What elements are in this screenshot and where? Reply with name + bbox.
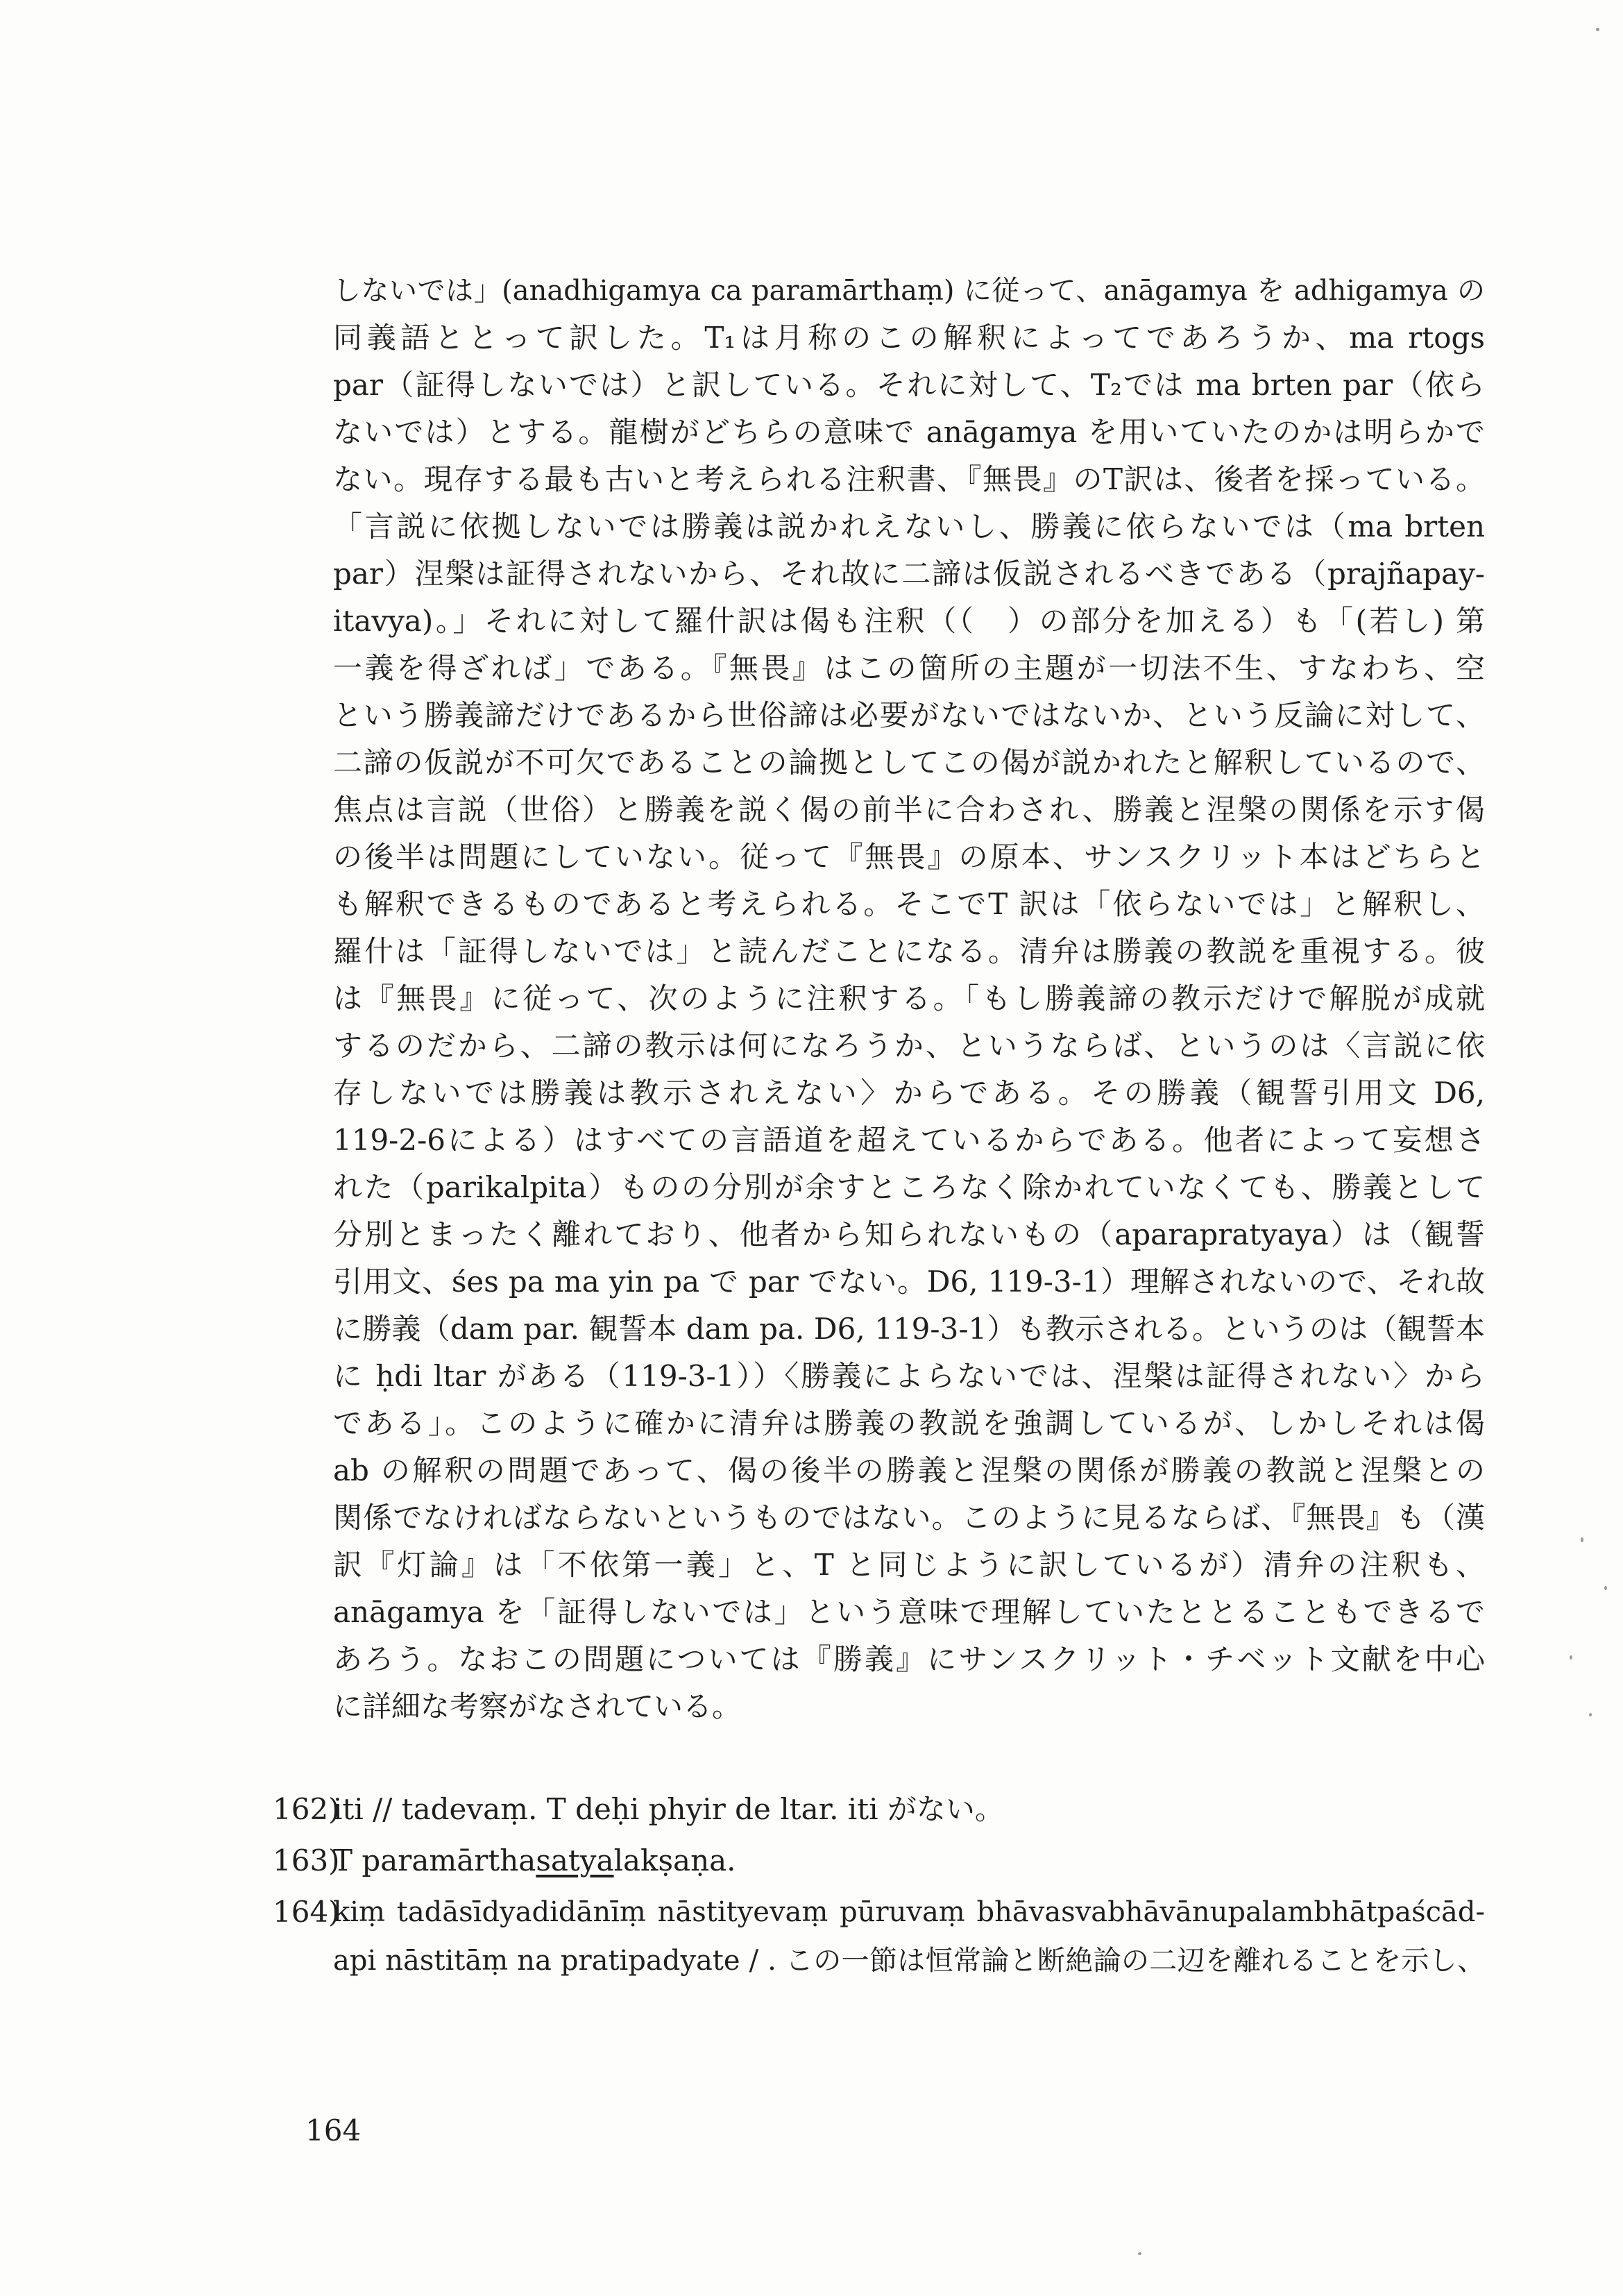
scan-speck xyxy=(1589,1713,1592,1716)
body-line: するのだから、二諦の教示は何になろうか、というならば、というのは〈言説に依 xyxy=(333,1029,1485,1063)
scan-speck xyxy=(1138,2252,1141,2255)
body-line: anāgamya を「証得しないでは」という意味で理解していたととることもできるで xyxy=(333,1595,1485,1629)
body-line: 引用文、śes pa ma yin pa で par でない。D6, 119-3-1）理解されないので、それ故 xyxy=(333,1265,1485,1299)
scan-speck xyxy=(1604,1586,1607,1590)
body-line: 関係でなければならないというものではない。このように見るならば、『無畏』も（漢 xyxy=(333,1501,1485,1535)
body-line: 一義を得ざれば」である。『無畏』はこの箇所の主題が一切法不生、すなわち、空 xyxy=(333,651,1485,685)
body-line: 訳『灯論』は「不依第一義」と、T と同じように訳しているが）清弁の注釈も、 xyxy=(333,1548,1485,1582)
note-text: kiṃ tadāsīdyadidānīṃ nāstityevaṃ pūruvaṃ bhāvasvabhāvānupalambhātpaścād- xyxy=(333,1896,1485,1928)
scan-speck xyxy=(1596,28,1599,31)
body-line: ないでは）とする。龍樹がどちらの意味で anāgamya を用いていたのかは明らかで xyxy=(333,415,1485,449)
commentary-paragraph xyxy=(333,267,1485,1730)
body-line: par（証得しないでは）と訳している。それに対して、T₂では ma brten par（依ら xyxy=(333,368,1485,402)
note-text xyxy=(333,1837,1485,1884)
body-line: は『無畏』に従って、次のように注釈する。「もし勝義諦の教示だけで解脱が成就 xyxy=(333,981,1485,1015)
note-text: api nāstitāṃ na pratipadyate / . この一節は恒常論と断絶論の二辺を離れることを示し、 xyxy=(333,1945,1485,1977)
body-line: ない。現存する最も古いと考えられる注釈書、『無畏』のT訳は、後者を採っている。 xyxy=(333,462,1486,496)
body-line: も解釈できるものであると考えられる。そこでT 訳は「依らないでは」と解釈し、 xyxy=(333,887,1485,921)
page-number: 164 xyxy=(305,2113,362,2147)
body-line: 羅什は「証得しないでは」と読んだことになる。清弁は勝義の教説を重視する。彼 xyxy=(333,934,1485,968)
body-line: に勝義（dam par. 観誓本 dam pa. D6, 119-3-1）も教示される。というのは（観誓本 xyxy=(333,1312,1485,1346)
note-number: 162) xyxy=(273,1792,340,1826)
body-line: である」。このように確かに清弁は勝義の教説を強調しているが、しかしそれは偈 xyxy=(333,1406,1485,1440)
body-line: par）涅槃は証得されないから、それ故に二諦は仮説されるべきである（prajñapay- xyxy=(333,557,1485,591)
body-line: ab の解釈の問題であって、偈の後半の勝義と涅槃の関係が勝義の教説と涅槃との xyxy=(333,1453,1485,1487)
body-line: 119-2-6による）はすべての言語道を超えているからである。他者によって妄想さ xyxy=(333,1123,1485,1157)
note-text-before: T paramārtha xyxy=(333,1843,536,1877)
body-line: あろう。なおこの問題については『勝義』にサンスクリット・チベット文献を中心 xyxy=(333,1642,1485,1676)
scan-speck xyxy=(1581,1537,1583,1542)
note-number: 164) xyxy=(273,1895,340,1929)
body-line: れた（parikalpita）ものの分別が余すところなく除かれていなくても、勝義として xyxy=(333,1170,1485,1204)
body-line: に ḥdi ltar がある（119-3-1））〈勝義によらないでは、涅槃は証得されない〉から xyxy=(333,1359,1485,1393)
note-text: iti // tadevaṃ. T deḥi phyir de ltar. iti がない。 xyxy=(333,1792,1004,1826)
body-line: という勝義諦だけであるから世俗諦は必要がないではないか、という反論に対して、 xyxy=(333,698,1485,732)
scan-speck xyxy=(1570,1655,1572,1660)
body-line: しないでは」(anadhigamya ca paramārthaṃ) に従って、anāgamya を adhigamya の xyxy=(333,275,1485,307)
body-line: 分別とまったく離れており、他者から知られないもの（aparapratyaya）は（観誓 xyxy=(333,1217,1485,1251)
body-line: 存しないでは勝義は教示されえない〉からである。その勝義（観誓引用文 D6, xyxy=(333,1076,1485,1110)
note-text-after: lakṣaṇa. xyxy=(613,1843,736,1877)
body-line: itavya)。」それに対して羅什訳は偈も注釈（（ ）の部分を加える）も「(若し) 第 xyxy=(333,604,1485,638)
body-line: に詳細な考察がなされている。 xyxy=(333,1689,742,1723)
note-text-underlined: satya xyxy=(536,1843,614,1877)
note-number: 163) xyxy=(273,1843,340,1877)
body-line: 焦点は言説（世俗）と勝義を説く偈の前半に合わされ、勝義と涅槃の関係を示す偈 xyxy=(333,793,1485,827)
body-line: 同義語ととって訳した。T₁は月称のこの解釈によってであろうか、ma rtogs xyxy=(333,321,1485,355)
body-line: 二諦の仮説が不可欠であることの論拠としてこの偈が説かれたと解釈しているので、 xyxy=(333,745,1485,779)
body-line: の後半は問題にしていない。従って『無畏』の原本、サンスクリット本はどちらと xyxy=(333,840,1485,874)
body-line: 「言説に依拠しないでは勝義は説かれえないし、勝義に依らないでは（ma brten xyxy=(333,509,1485,543)
